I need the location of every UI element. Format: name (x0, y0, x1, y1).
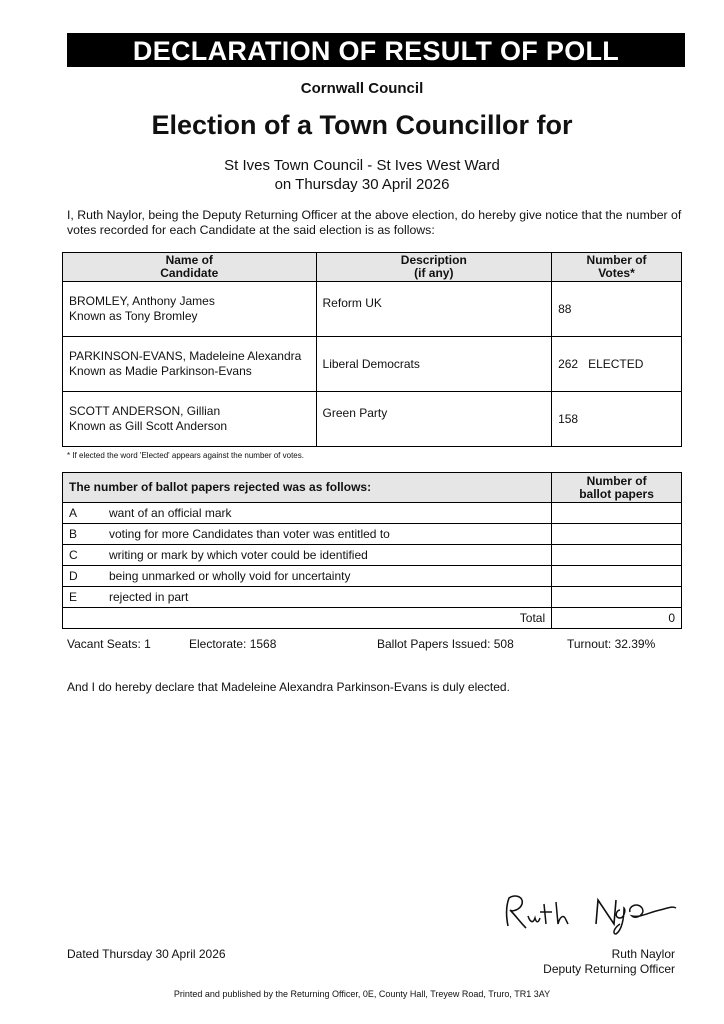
table-row (63, 587, 682, 608)
turnout: Turnout: 32.39% (567, 637, 656, 651)
printed-by-line: Printed and published by the Returning Officer, 0E, County Hall, Treyew Road, Truro, TR1 3AY (173, 989, 551, 999)
rejection-count (552, 587, 682, 608)
declaration-banner: DECLARATION OF RESULT OF POLL (67, 33, 685, 67)
rejection-reason: D being unmarked or wholly void for uncertainty (63, 566, 552, 587)
table-row (63, 545, 682, 566)
election-title: Election of a Town Councillor for (151, 110, 573, 140)
rejection-code: A (69, 506, 78, 520)
table-row (63, 524, 682, 545)
table-row (63, 337, 682, 392)
rejection-count (552, 545, 682, 566)
intro-paragraph: I, Ruth Naylor, being the Deputy Returning Officer at the above election, do hereby give notice that the number of votes recorded for each Candidate at the said election is as follows: (67, 208, 682, 237)
total-value: 0 (552, 608, 682, 629)
council-name: Cornwall Council (300, 80, 424, 97)
rejected-ballots-table (62, 472, 682, 629)
candidates-table (62, 252, 682, 447)
candidate-votes: 158 (552, 392, 682, 447)
candidate-votes: 88 (552, 282, 682, 337)
dated-line: Dated Thursday 30 April 2026 (67, 947, 226, 961)
rejection-count (552, 503, 682, 524)
table-row (63, 566, 682, 587)
signature (500, 888, 680, 938)
candidate-description: Green Party (316, 392, 552, 447)
rejection-code: C (69, 548, 78, 562)
col-header-name: Name of Candidate (63, 253, 317, 282)
candidate-name: PARKINSON-EVANS, Madeleine Alexandra Known as Madie Parkinson-Evans (63, 337, 317, 392)
declaration-statement: And I do hereby declare that Madeleine Alexandra Parkinson-Evans is duly elected. (67, 680, 510, 694)
officer-signoff (543, 947, 675, 977)
election-date: on Thursday 30 April 2026 (274, 176, 450, 193)
candidates-header-row (63, 253, 682, 282)
rejection-reason: A want of an official mark (63, 503, 552, 524)
total-row (63, 608, 682, 629)
candidate-name: SCOTT ANDERSON, Gillian Known as Gill Scott Anderson (63, 392, 317, 447)
col-header-ballot-papers: Number of ballot papers (552, 473, 682, 503)
rejected-heading: The number of ballot papers rejected was as follows: (63, 473, 552, 503)
rejection-reason: E rejected in part (63, 587, 552, 608)
rejection-count (552, 524, 682, 545)
candidate-description: Reform UK (316, 282, 552, 337)
rejected-header-row (63, 473, 682, 503)
rejection-code: E (69, 590, 78, 604)
candidate-votes: 262 ELECTED (552, 337, 682, 392)
electorate: Electorate: 1568 (189, 637, 277, 651)
table-row (63, 282, 682, 337)
votes-footnote: * If elected the word 'Elected' appears against the number of votes. (67, 451, 304, 460)
vacant-seats: Vacant Seats: 1 (67, 637, 151, 651)
candidate-name: BROMLEY, Anthony James Known as Tony Bromley (63, 282, 317, 337)
candidate-description: Liberal Democrats (316, 337, 552, 392)
election-area: St Ives Town Council - St Ives West Ward (224, 157, 500, 174)
officer-name: Ruth Naylor (611, 947, 675, 961)
col-header-votes: Number of Votes* (552, 253, 682, 282)
rejection-code: D (69, 569, 78, 583)
rejection-reason: B voting for more Candidates than voter was entitled to (63, 524, 552, 545)
total-label: Total (63, 608, 552, 629)
ballot-papers-issued: Ballot Papers Issued: 508 (377, 637, 514, 651)
rejection-code: B (69, 527, 78, 541)
table-row (63, 392, 682, 447)
table-row (63, 503, 682, 524)
rejection-count (552, 566, 682, 587)
col-header-description: Description (if any) (316, 253, 552, 282)
rejection-reason: C writing or mark by which voter could be identified (63, 545, 552, 566)
officer-role: Deputy Returning Officer (543, 962, 675, 976)
